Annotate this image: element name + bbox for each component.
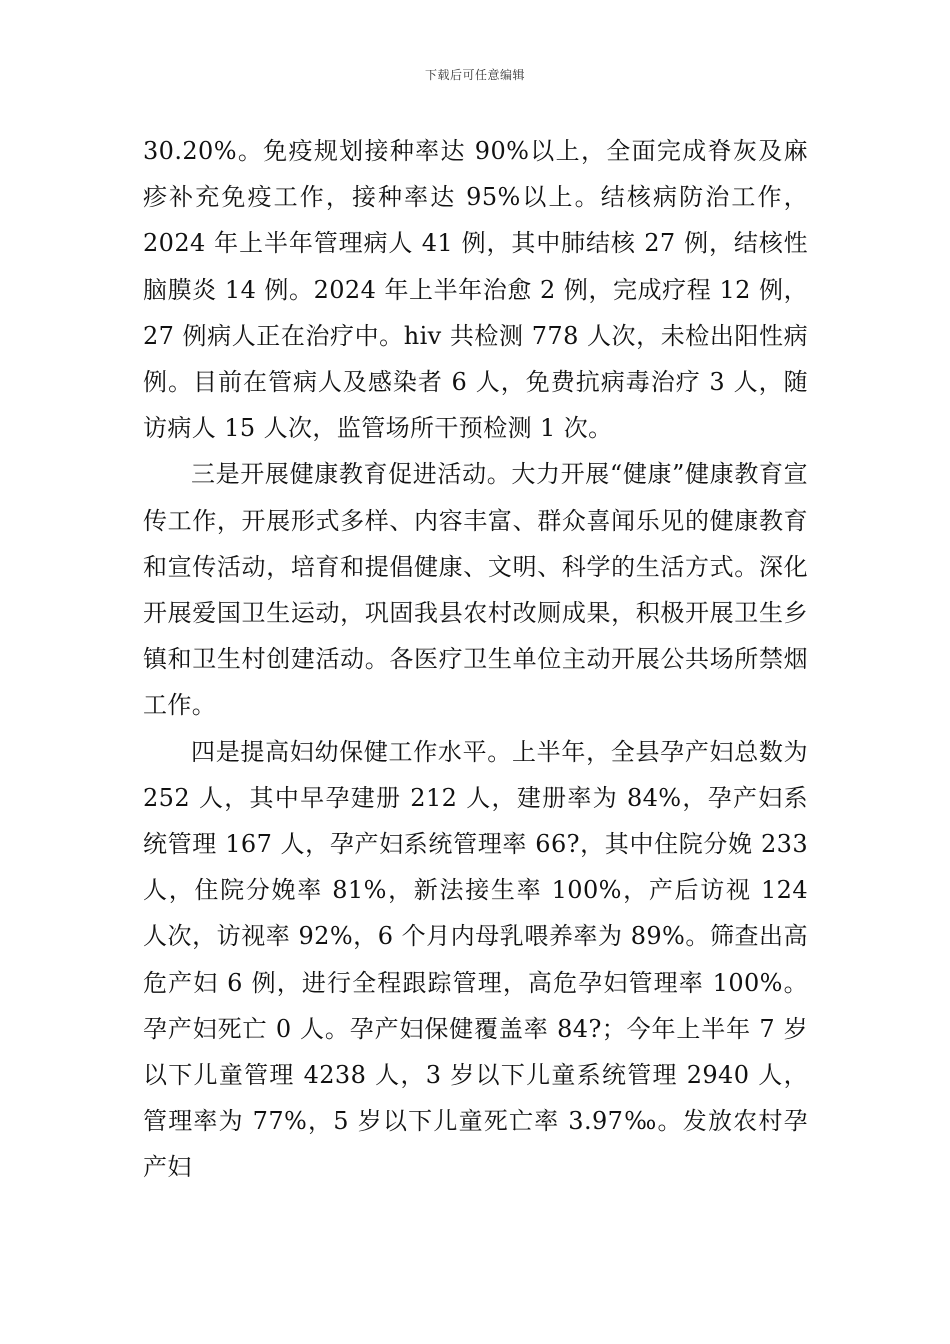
- page-header: 下载后可任意编辑: [424, 68, 525, 82]
- paragraph-immunization: 30.20%。免疫规划接种率达 90%以上，全面完成脊灰及麻疹补充免疫工作，接种率达 95%以上。结核病防治工作，2024 年上半年管理病人 41 例，其中肺结核 27 例，结核性脑膜炎 14 例。2024 年上半年治愈 2 例，完成疗程 12 例，27 例病人正在治疗中。hiv 共检测 778 人次，未检出阳性病例。目前在管病人及感染者 6 人，免费抗病毒治疗 3 人，随访病人 15 人次，监管场所干预检测 1 次。: [143, 137, 808, 443]
- document-body: [143, 128, 808, 1191]
- paragraph-health-education: 三是开展健康教育促进活动。大力开展“健康”健康教育宣传工作，开展形式多样、内容丰富、群众喜闻乐见的健康教育和宣传活动，培育和提倡健康、文明、科学的生活方式。深化开展爱国卫生运动，巩固我县农村改厕成果，积极开展卫生乡镇和卫生村创建活动。各医疗卫生单位主动开展公共场所禁烟工作。: [143, 460, 808, 720]
- paragraph-maternal-child-health: 四是提高妇幼保健工作水平。上半年，全县孕产妇总数为 252 人，其中早孕建册 212 人，建册率为 84%，孕产妇系统管理 167 人，孕产妇系统管理率 66?，其中住院分娩 233 人，住院分娩率 81%，新法接生率 100%，产后访视 124 人次，访视率 92%，6 个月内母乳喂养率为 89%。筛查出高危产妇 6 例，进行全程跟踪管理，高危孕妇管理率 100%。孕产妇死亡 0 人。孕产妇保健覆盖率 84?；今年上半年 7 岁以下儿童管理 4238 人，3 岁以下儿童系统管理 2940 人，管理率为 77%，5 岁以下儿童死亡率 3.97‰。发放农村孕产妇: [143, 737, 808, 1182]
